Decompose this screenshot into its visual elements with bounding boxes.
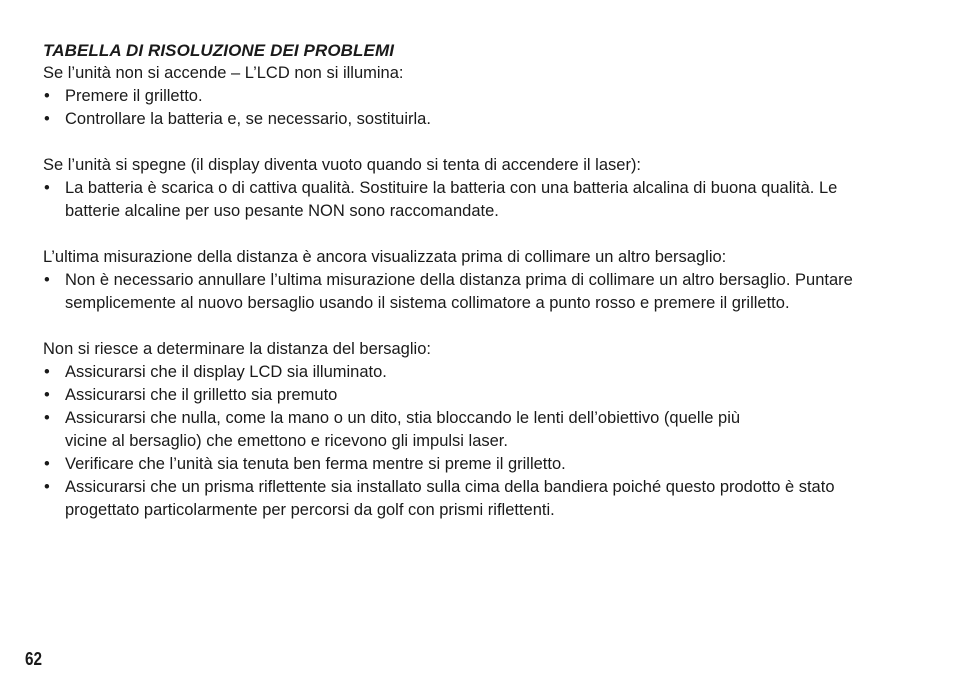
list-item (43, 269, 915, 315)
list-item-text: La batteria è scarica o di cattiva qualità. Sostituire la batteria con una batteria alcalina di buona qualità. Le batterie alcaline per uso pesante NON sono raccomandate. (65, 179, 838, 220)
bullet-icon: • (44, 110, 50, 128)
list-item-text: Controllare la batteria e, se necessario, sostituirla. (65, 110, 431, 128)
list-item-text: Premere il grilletto. (65, 87, 203, 105)
section-no-range (43, 338, 923, 522)
list-item (43, 361, 923, 384)
page-content (43, 40, 923, 545)
list-item-text: Verificare che l’unità sia tenuta ben ferma mentre si preme il grilletto. (65, 455, 566, 473)
section-intro: Se l’unità non si accende – L’LCD non si illumina: (43, 64, 404, 82)
bullet-icon: • (44, 271, 50, 289)
bullet-icon: • (44, 386, 50, 404)
list-item (43, 453, 923, 476)
bullet-icon: • (44, 363, 50, 381)
list-item-text: Non è necessario annullare l’ultima misurazione della distanza prima di collimare un altro bersaglio. Puntare semplicemente al nuovo bersaglio usando il sistema collimatore a punto rosso e premere il grilletto. (65, 271, 853, 312)
list-item-text: Assicurarsi che nulla, come la mano o un dito, stia bloccando le lenti dell’obiettivo (quelle più vicine al bersaglio) che emettono e ricevono gli impulsi laser. (65, 409, 741, 450)
bullet-icon: • (44, 87, 50, 105)
list-item (43, 85, 923, 108)
bullet-list (43, 269, 923, 315)
list-item-text: Assicurarsi che il display LCD sia illuminato. (65, 363, 387, 381)
list-item (43, 384, 923, 407)
bullet-icon: • (44, 179, 50, 197)
section-shuts-off (43, 154, 923, 223)
bullet-icon: • (44, 409, 50, 427)
bullet-icon: • (44, 455, 50, 473)
list-item (43, 177, 865, 223)
section-intro: Se l’unità si spegne (il display diventa vuoto quando si tenta di accendere il laser): (43, 156, 642, 174)
list-item-text: Assicurarsi che il grilletto sia premuto (65, 386, 338, 404)
page-number: 62 (25, 649, 43, 669)
list-item (43, 407, 785, 453)
page-title: TABELLA DI RISOLUZIONE DEI PROBLEMI (43, 41, 395, 60)
section-intro: Non si riesce a determinare la distanza del bersaglio: (43, 340, 431, 358)
section-power-on (43, 62, 923, 131)
list-item-text: Assicurarsi che un prisma riflettente sia installato sulla cima della bandiera poiché questo prodotto è stato progettato particolarmente per percorsi da golf con prismi riflettenti. (65, 478, 835, 519)
list-item (43, 476, 835, 522)
bullet-icon: • (44, 478, 50, 496)
bullet-list (43, 177, 923, 223)
list-item (43, 108, 923, 131)
section-intro: L’ultima misurazione della distanza è ancora visualizzata prima di collimare un altro bersaglio: (43, 248, 727, 266)
bullet-list (43, 361, 923, 522)
section-last-measurement (43, 246, 923, 315)
bullet-list (43, 85, 923, 131)
